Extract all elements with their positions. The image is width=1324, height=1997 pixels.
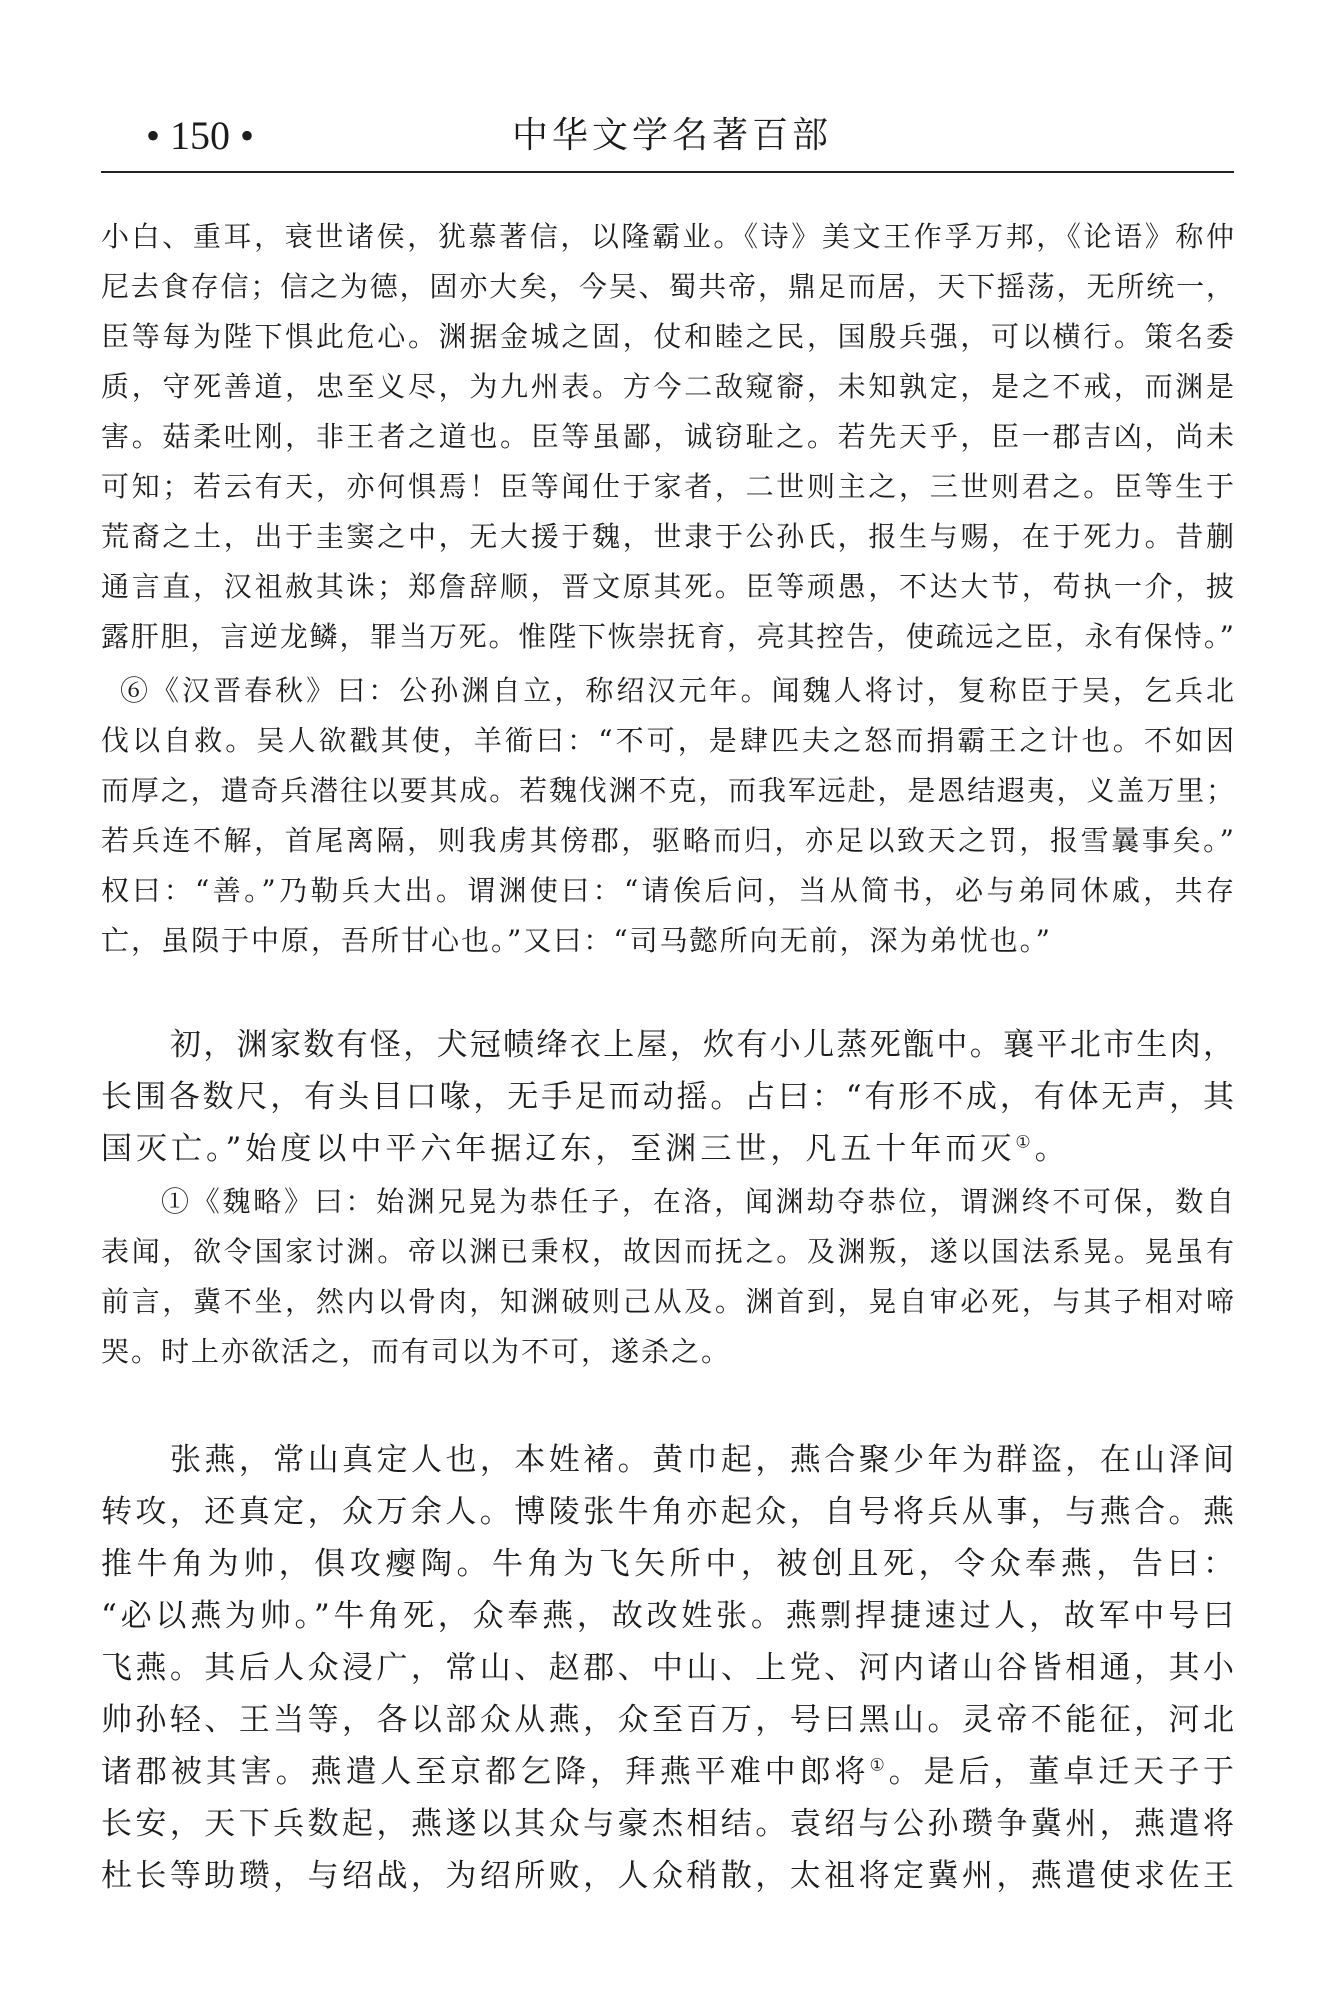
footnote-1 — [101, 1177, 1234, 1377]
text-line: 尼去食存信；信之为德，固亦大矣，今吴、蜀共帝，鼎足而居，天下摇荡，无所统一， — [101, 270, 1234, 303]
text-line: 亡，虽陨于中原，吾所甘心也。”又曰：“司马懿所向无前，深为弟忧也。” — [101, 924, 1052, 957]
text-line: 臣等每为陛下惧此危心。渊据金城之固，仗和睦之民，国殷兵强，可以横行。策名委 — [101, 320, 1234, 353]
body-paragraph-zhang-yan — [101, 1434, 1234, 1902]
text-line: 通言直，汉祖赦其诛；郑詹辞顺，晋文原其死。臣等顽愚，不达大节，苟执一介，披 — [101, 570, 1234, 603]
text-line: 表闻，欲令国家讨渊。帝以渊已秉权，故因而抚之。及渊叛，遂以国法系晃。晃虽有 — [101, 1235, 1234, 1268]
line-text: 国灭亡。”始度以中平六年据辽东，至渊三世，凡五十年而灭 — [101, 1131, 1016, 1167]
text-line: 帅孙轻、王当等，各以部众从燕，众至百万，号曰黑山。灵帝不能征，河北 — [101, 1702, 1234, 1738]
text-line: 权曰：“善。”乃勒兵大出。谓渊使曰：“请俟后问，当从简书，必与弟同休戚，共存 — [101, 874, 1234, 907]
text-line: 质，守死善道，忠至义尽，为九州表。方今二敌窥窬，未知孰定，是之不戒，而渊是 — [101, 370, 1234, 403]
text-line: “必以燕为帅。”牛角死，众奉燕，故改姓张。燕剽捍捷速过人，故军中号曰 — [101, 1598, 1234, 1634]
text-line: 小白、重耳，衰世诸侯，犹慕著信，以隆霸业。《诗》美文王作孚万邦，《论语》称仲 — [101, 220, 1234, 253]
footnote-6 — [101, 666, 1234, 966]
line-text: 诸郡被其害。燕遣人至京都乞降，拜燕平难中郎将 — [101, 1754, 870, 1790]
text-line: 害。菇柔吐刚，非王者之道也。臣等虽鄙，诚窃耻之。若先天乎，臣一郡吉凶，尚未 — [101, 420, 1234, 453]
text-line: 推牛角为帅，俱攻瘿陶。牛角为飞矢所中，被创且死，令众奉燕，告曰： — [101, 1546, 1234, 1582]
footnote-marker: ① — [869, 1755, 889, 1776]
annotation-continued — [101, 212, 1234, 662]
text-line: 飞燕。其后人众浸广，常山、赵郡、中山、上党、河内诸山谷皆相通，其小 — [101, 1650, 1234, 1686]
text-line: 长围各数尺，有头目口喙，无手足而动摇。占曰：“有形不成，有体无声，其 — [101, 1079, 1234, 1115]
text-line: 荒裔之土，出于圭窦之中，无大援于魏，世隶于公孙氏，报生与赐，在于死力。昔蒯 — [101, 520, 1234, 553]
line-text: 。是后，董卓迁天子于 — [888, 1754, 1234, 1790]
text-line: 转攻，还真定，众万余人。博陵张牛角亦起众，自号将兵从事，与燕合。燕 — [101, 1494, 1234, 1530]
footnote-marker: ① — [1015, 1132, 1035, 1153]
text-line: ①《魏略》曰：始渊兄晃为恭任子，在洛，闻渊劫夺恭位，谓渊终不可保，数自 — [161, 1185, 1234, 1218]
book-title: 中华文学名著百部 — [512, 115, 833, 156]
page-number: • 150 • — [146, 113, 255, 158]
text-line: 可知；若云有天，亦何惧焉！臣等闻仕于家者，二世则主之，三世则君之。臣等生于 — [101, 470, 1234, 503]
text-line: 长安，天下兵数起，燕遂以其众与豪杰相结。袁绍与公孙瓒争冀州，燕遣将 — [101, 1806, 1234, 1842]
text-line: 而厚之，遣奇兵潜往以要其成。若魏伐渊不克，而我军远赴，是恩结遐夷，义盖万里； — [101, 774, 1234, 807]
line-text: 。 — [1034, 1131, 1070, 1167]
body-paragraph-gongsun-yuan — [101, 1019, 1234, 1175]
text-line: ⑥《汉晋春秋》曰：公孙渊自立，称绍汉元年。闻魏人将讨，复称臣于吴，乞兵北 — [120, 674, 1234, 707]
text-line: 张燕，常山真定人也，本姓褚。黄巾起，燕合聚少年为群盗，在山泽间 — [170, 1442, 1234, 1478]
text-line — [101, 1123, 1234, 1175]
text-line — [101, 1746, 1234, 1798]
text-line: 杜长等助瓒，与绍战，为绍所败，人众稍散，太祖将定冀州，燕遣使求佐王 — [101, 1858, 1234, 1894]
text-line: 露肝胆，言逆龙鳞，罪当万死。惟陛下恢崇抚育，亮其控告，使疏远之臣，永有保恃。” — [101, 620, 1234, 653]
header-rule — [101, 171, 1234, 173]
text-line: 初，渊家数有怪，犬冠帻绛衣上屋，炊有小儿蒸死甑中。襄平北市生肉， — [170, 1027, 1234, 1063]
text-line: 前言，冀不坐，然内以骨肉，知渊破则己从及。渊首到，晃自审必死，与其子相对啼 — [101, 1285, 1234, 1318]
text-line: 若兵连不解，首尾离隔，则我虏其傍郡，驱略而归，亦足以致天之罚，报雪曩事矣。” — [101, 824, 1234, 857]
text-line: 哭。时上亦欲活之，而有司以为不可，遂杀之。 — [101, 1335, 732, 1368]
text-line: 伐以自救。吴人欲戳其使，羊衜曰：“不可，是肆匹夫之怒而捐霸王之计也。不如因 — [101, 724, 1234, 757]
